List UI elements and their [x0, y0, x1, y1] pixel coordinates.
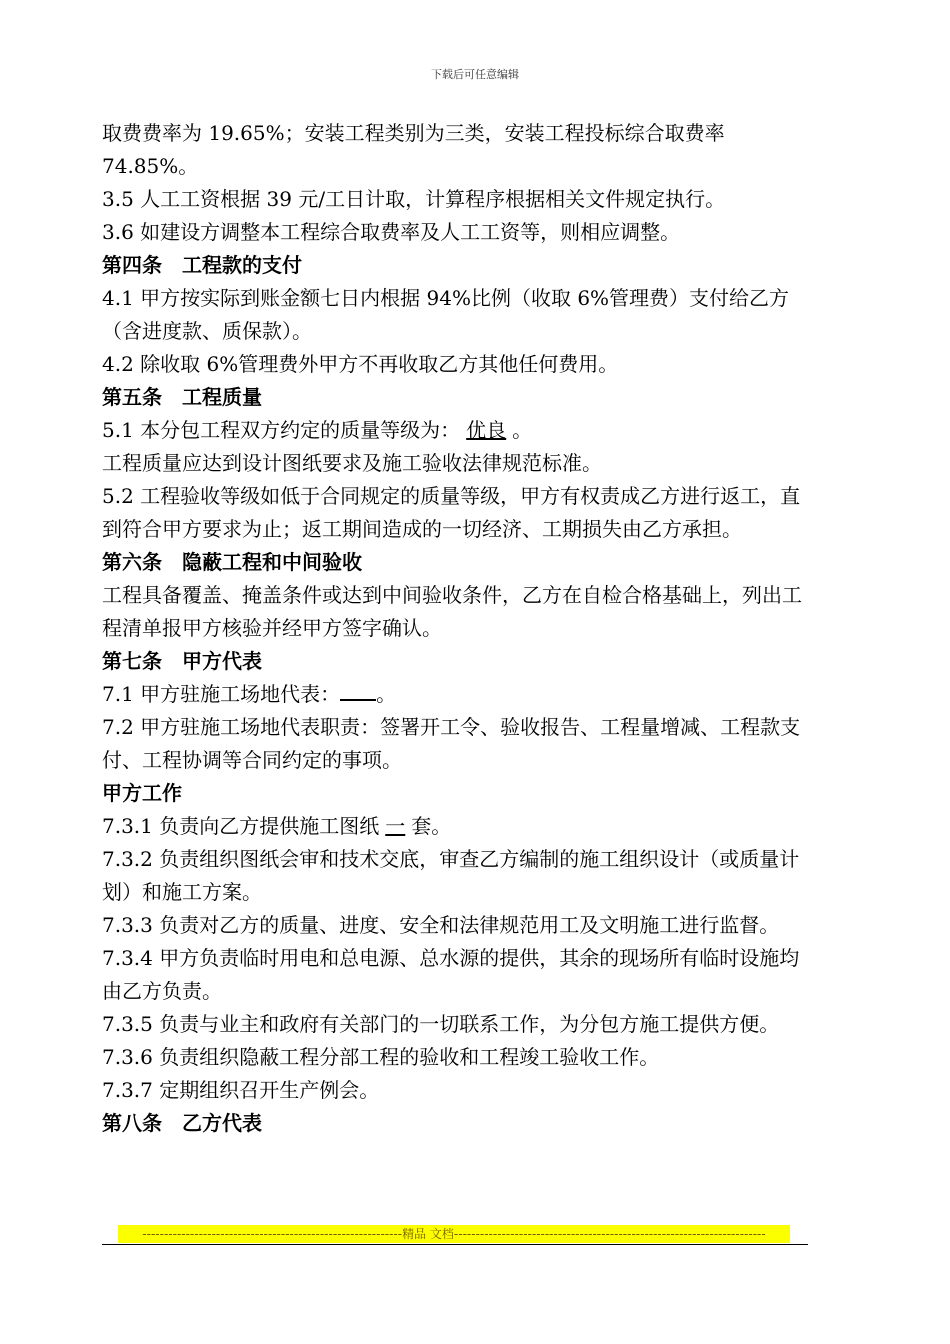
quality-grade-value: 优良 [466, 418, 507, 442]
section-heading: 第六条 隐蔽工程和中间验收 [102, 550, 362, 574]
clause-7-3-1-prefix: 7.3.1 负责向乙方提供施工图纸 [102, 814, 380, 838]
section-heading: 第四条 工程款的支付 [102, 253, 302, 277]
footer-divider [102, 1244, 808, 1245]
paragraph: 4.1 甲方按实际到账金额七日内根据 94%比例（收取 6%管理费）支付给乙方（含进度款、质保款）。 [102, 286, 790, 343]
section-heading: 第七条 甲方代表 [102, 649, 262, 673]
paragraph: 5.2 工程验收等级如低于合同规定的质量等级，甲方有权责成乙方进行返工，直到符合甲方要求为止；返工期间造成的一切经济、工期损失由乙方承担。 [102, 484, 801, 541]
clause-7-1-suffix: 。 [376, 682, 397, 706]
clause-7-1-prefix: 7.1 甲方驻施工场地代表： [102, 682, 341, 706]
paragraph: 7.3.3 负责对乙方的质量、进度、安全和法律规范用工及文明施工进行监督。 [102, 913, 780, 937]
representative-blank [340, 699, 376, 701]
section-heading: 第八条 乙方代表 [102, 1111, 262, 1135]
paragraph: 7.3.2 负责组织图纸会审和技术交底，审查乙方编制的施工组织设计（或质量计划）和施工方案。 [102, 847, 800, 904]
paragraph: 取费费率为 19.65%；安装工程类别为三类，安装工程投标综合取费率 74.85%。 [102, 121, 725, 178]
clause-5-1 [102, 414, 810, 447]
clause-5-1-prefix: 5.1 本分包工程双方约定的质量等级为： [102, 418, 461, 442]
paragraph: 4.2 除收取 6%管理费外甲方不再收取乙方其他任何费用。 [102, 352, 619, 376]
footer-band: ------------------------------------------------------------精品 文档------------------------------------------------------------------------ [118, 1225, 790, 1243]
section-heading: 甲方工作 [102, 781, 182, 805]
paragraph: 7.3.5 负责与业主和政府有关部门的一切联系工作，为分包方施工提供方便。 [102, 1012, 780, 1036]
paragraph: 7.2 甲方驻施工场地代表职责：签署开工令、验收报告、工程量增减、工程款支付、工程协调等合同约定的事项。 [102, 715, 801, 772]
clause-5-1-suffix: 。 [512, 418, 533, 442]
clause-7-3-1-suffix: 套。 [411, 814, 452, 838]
clause-7-3-1 [102, 810, 810, 843]
paragraph: 7.3.6 负责组织隐蔽工程分部工程的验收和工程竣工验收工作。 [102, 1045, 660, 1069]
drawing-sets-value: 一 [385, 814, 406, 838]
paragraph: 3.6 如建设方调整本工程综合取费率及人工工资等，则相应调整。 [102, 220, 681, 244]
paragraph: 7.3.4 甲方负责临时用电和总电源、总水源的提供，其余的现场所有临时设施均由乙方负责。 [102, 946, 800, 1003]
section-heading: 第五条 工程质量 [102, 385, 262, 409]
paragraph: 工程具备覆盖、掩盖条件或达到中间验收条件，乙方在自检合格基础上，列出工程清单报甲方核验并经甲方签字确认。 [102, 583, 802, 640]
page-header: 下载后可任意编辑 [431, 68, 519, 81]
paragraph: 7.3.7 定期组织召开生产例会。 [102, 1078, 380, 1102]
clause-7-1 [102, 678, 810, 711]
paragraph: 工程质量应达到设计图纸要求及施工验收法律规范标准。 [102, 451, 602, 475]
paragraph: 3.5 人工工资根据 39 元/工日计取，计算程序根据相关文件规定执行。 [102, 187, 726, 211]
document-body [102, 117, 810, 1140]
